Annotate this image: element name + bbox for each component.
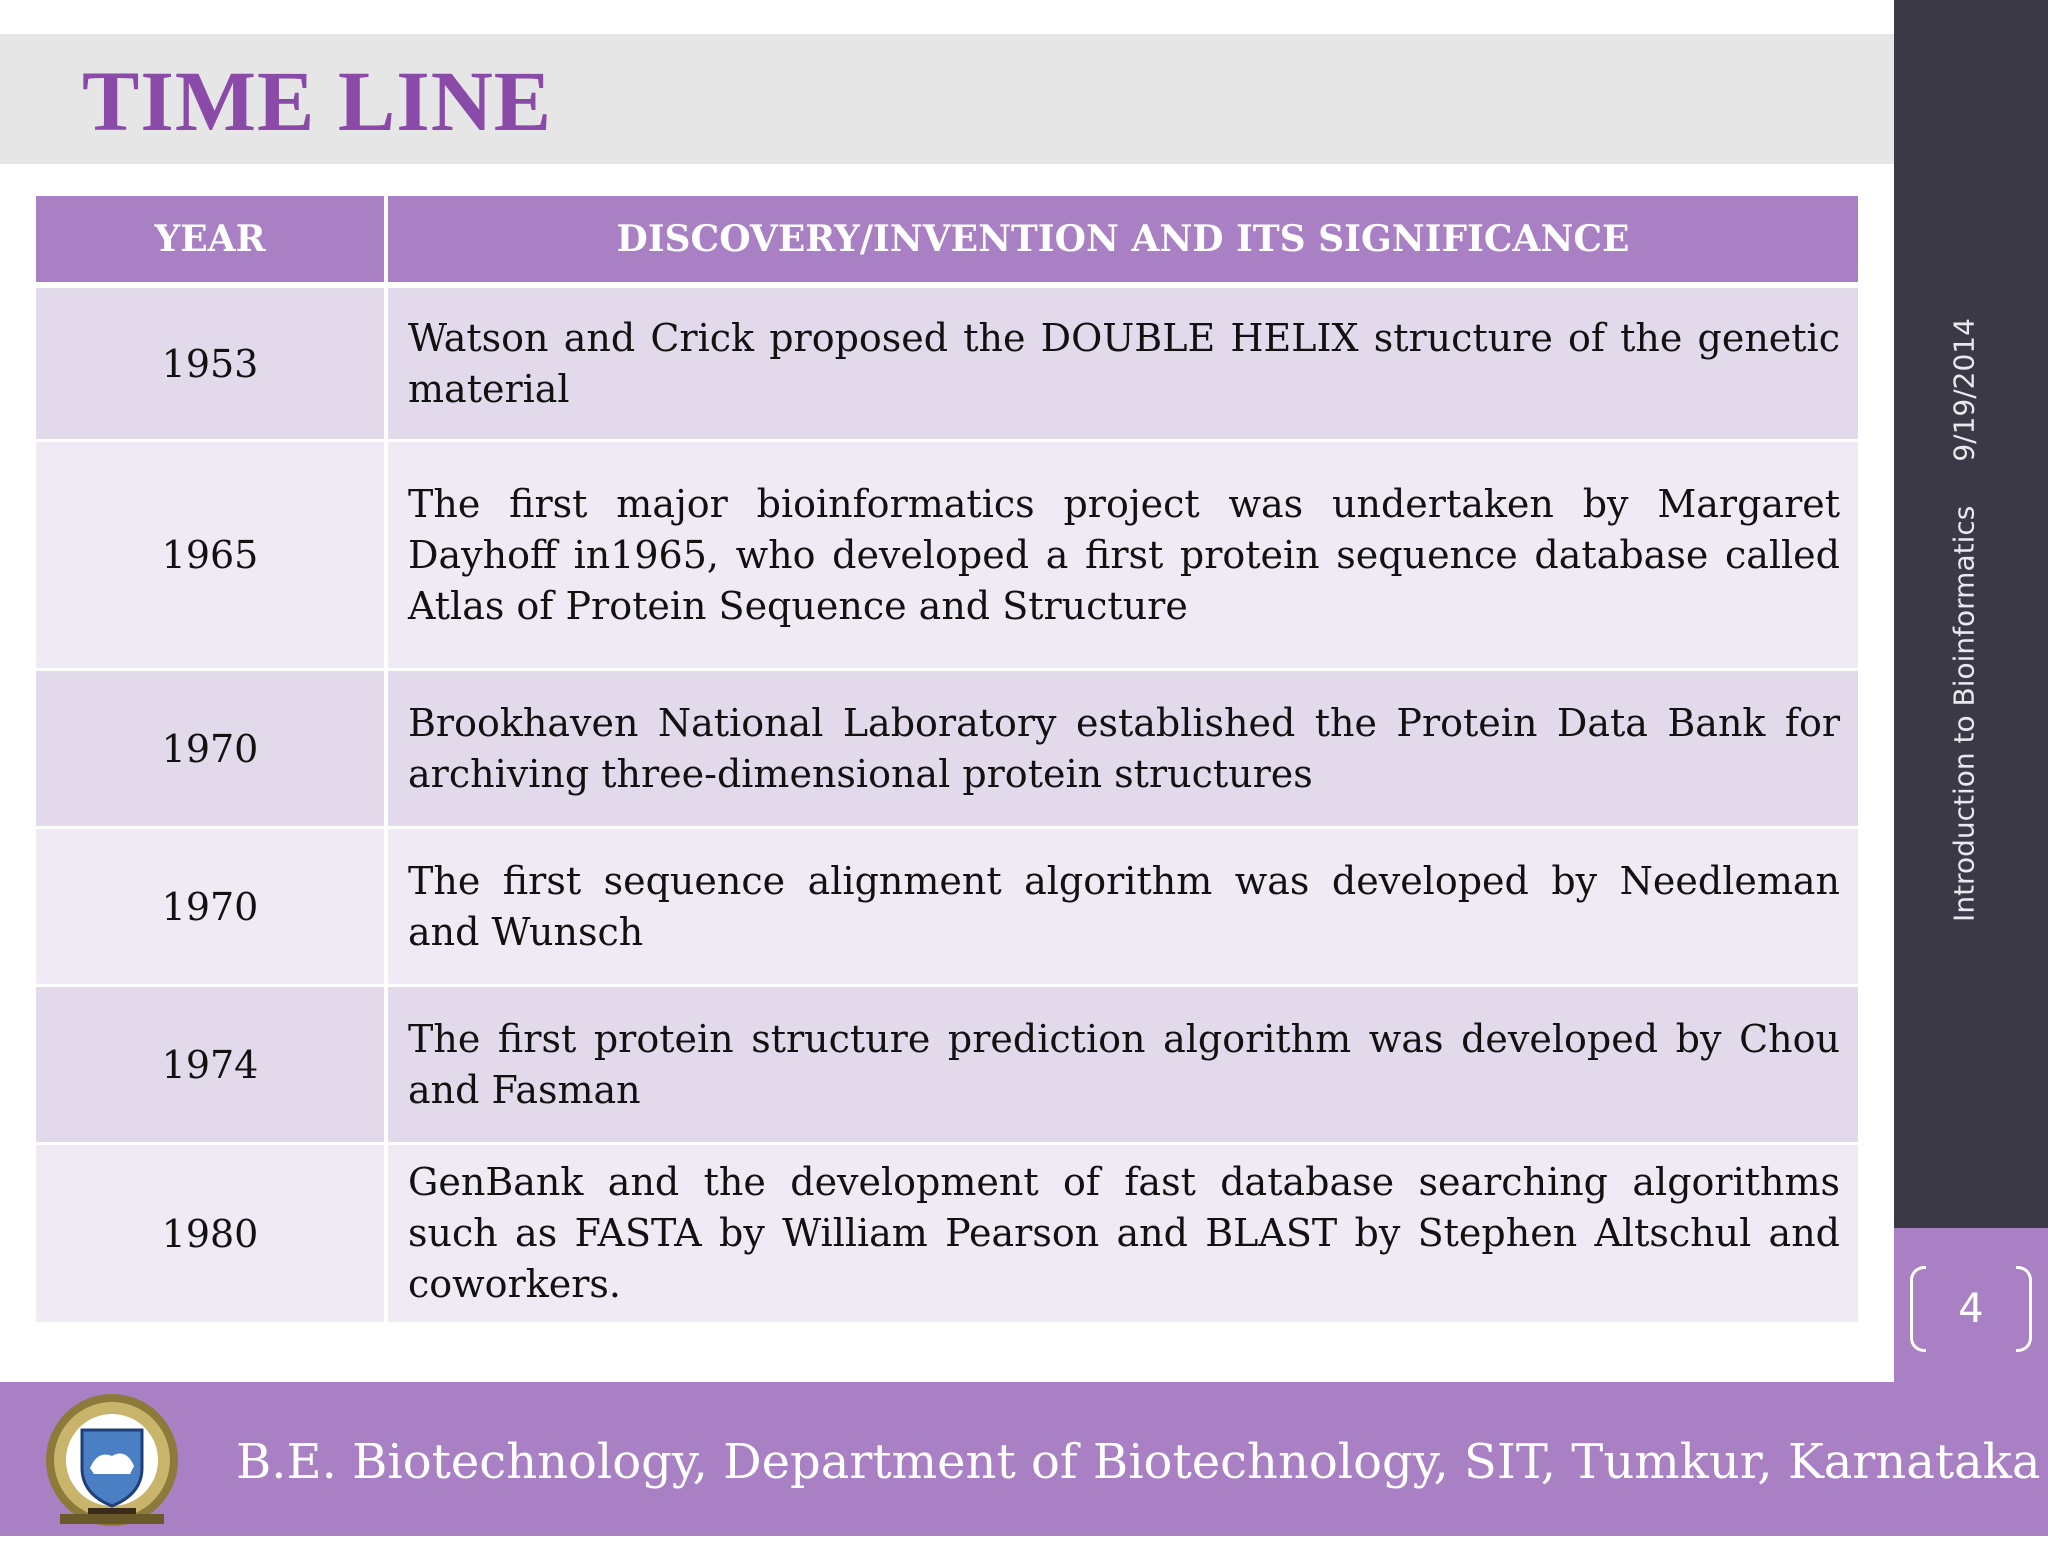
year-cell: 1970 <box>36 671 388 829</box>
table-header-row <box>36 196 1858 288</box>
description-header: DISCOVERY/INVENTION AND ITS SIGNIFICANCE <box>388 196 1858 288</box>
year-cell: 1974 <box>36 987 388 1145</box>
side-label <box>1948 318 1981 922</box>
course-label: Introduction to Bioinformatics <box>1947 505 1981 922</box>
title-band <box>0 34 1894 164</box>
footer-text: B.E. Biotechnology, Department of Biotechnology, SIT, Tumkur, Karnataka <box>236 1434 2041 1490</box>
year-cell: 1965 <box>36 442 388 671</box>
table-row <box>36 288 1858 442</box>
description-cell: The first protein structure prediction algorithm was developed by Chou and Fasman <box>388 987 1858 1145</box>
footer-bar <box>0 1382 2048 1536</box>
table-row <box>36 442 1858 671</box>
right-bracket-icon <box>2016 1266 2032 1352</box>
table-row <box>36 829 1858 987</box>
slide-title: TIME LINE <box>82 53 553 149</box>
timeline-table <box>36 196 1858 1325</box>
description-cell: Watson and Crick proposed the DOUBLE HELIX structure of the genetic material <box>388 288 1858 442</box>
year-cell: 1970 <box>36 829 388 987</box>
description-cell: Brookhaven National Laboratory established the Protein Data Bank for archiving three-dimensional protein structures <box>388 671 1858 829</box>
table-row <box>36 1145 1858 1325</box>
page-number: 4 <box>1958 1286 1984 1332</box>
description-cell: The first sequence alignment algorithm was developed by Needleman and Wunsch <box>388 829 1858 987</box>
description-cell: GenBank and the development of fast database searching algorithms such as FASTA by William Pearson and BLAST by Stephen Altschul and coworkers. <box>388 1145 1858 1325</box>
table-row <box>36 987 1858 1145</box>
institute-seal-icon <box>38 1390 186 1532</box>
year-header: YEAR <box>36 196 388 288</box>
year-cell: 1953 <box>36 288 388 442</box>
table-row <box>36 671 1858 829</box>
slide-date: 9/19/2014 <box>1947 318 1981 462</box>
year-cell: 1980 <box>36 1145 388 1325</box>
page-number-box <box>1894 1228 2048 1382</box>
description-cell: The first major bioinformatics project was undertaken by Margaret Dayhoff in1965, who developed a first protein sequence database called Atlas of Protein Sequence and Structure <box>388 442 1858 671</box>
